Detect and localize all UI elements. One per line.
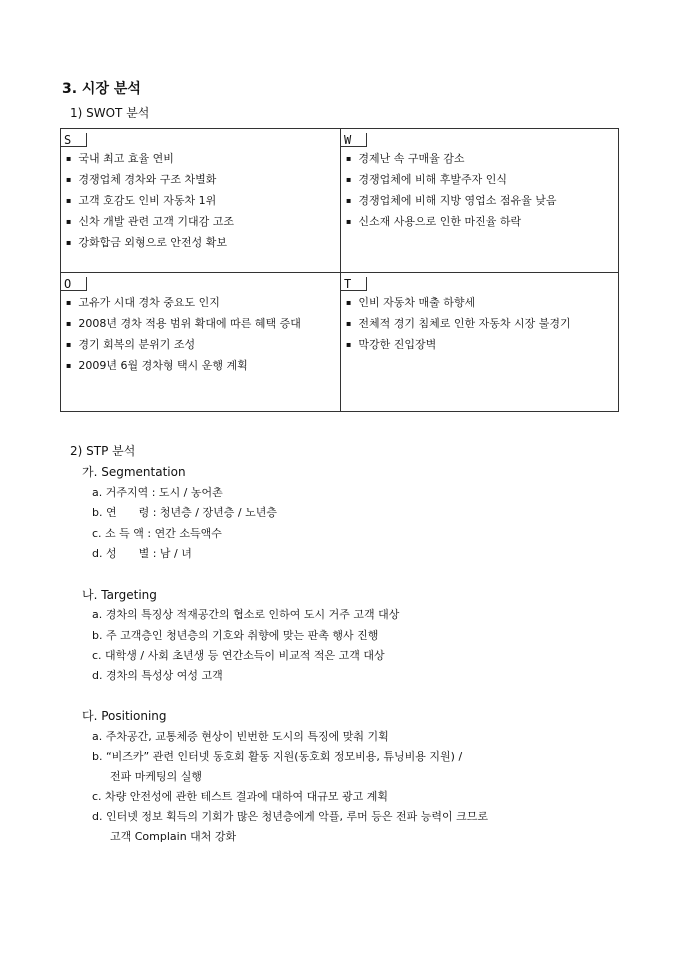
swot-label-t: T — [341, 277, 367, 291]
list-item: ▪ 막강한 진입장벽 — [341, 334, 571, 355]
targeting-item: a. 경차의 특징상 적재공간의 협소로 인하여 도시 거주 고객 대상 — [92, 608, 400, 621]
swot-strengths — [61, 129, 234, 253]
list-item: ▪ 국내 최고 효율 연비 — [61, 148, 234, 169]
targeting-item: d. 경차의 특성상 여성 고객 — [92, 669, 223, 682]
positioning-title: 다. Positioning — [82, 709, 167, 723]
list-item: ▪ 강화합금 외형으로 안전성 확보 — [61, 232, 234, 253]
swot-table — [60, 128, 619, 412]
segmentation-item: a. 거주지역 : 도시 / 농어촌 — [92, 486, 223, 499]
list-item: ▪ 경기 회복의 분위기 조성 — [61, 334, 301, 355]
list-item: ▪ 2009년 6월 경차형 택시 운행 계획 — [61, 355, 301, 376]
positioning-item-b: b. “비즈카” 관련 인터넷 동호회 활동 지원(동호회 정모비용, 튜닝비용 지원) / — [92, 750, 463, 763]
swot-title: 1) SWOT 분석 — [70, 106, 150, 120]
list-item: ▪ 고객 호감도 인비 자동차 1위 — [61, 190, 234, 211]
swot-label-w: W — [341, 133, 367, 147]
list-item: ▪ 전체적 경기 침체로 인한 자동차 시장 불경기 — [341, 313, 571, 334]
list-item: ▪ 경제난 속 구매율 감소 — [341, 148, 557, 169]
segmentation-item: d. 성 별 : 남 / 녀 — [92, 547, 192, 560]
positioning-item-a: a. 주차공간, 교통체증 현상이 빈번한 도시의 특징에 맞춰 기획 — [92, 730, 389, 743]
list-item: ▪ 경쟁업체에 비해 지방 영업소 점유율 낮음 — [341, 190, 557, 211]
swot-label-s: S — [61, 133, 87, 147]
segmentation-title: 가. Segmentation — [82, 465, 186, 479]
swot-label-o: O — [61, 277, 87, 291]
list-item: ▪ 2008년 경차 적용 범위 확대에 따른 혜택 증대 — [61, 313, 301, 334]
positioning-item-c: c. 차량 안전성에 관한 테스트 결과에 대하여 대규모 광고 계획 — [92, 790, 389, 803]
targeting-item: c. 대학생 / 사회 초년생 등 연간소득이 비교적 적은 고객 대상 — [92, 649, 385, 662]
section-title: 3. 시장 분석 — [62, 81, 141, 97]
positioning-item-d: d. 인터넷 정보 획득의 기회가 많은 청년층에게 악플, 루머 등은 전파 능력이 크므로 — [92, 810, 488, 823]
swot-threats — [341, 273, 571, 355]
list-item: ▪ 신차 개발 관련 고객 기대감 고조 — [61, 211, 234, 232]
positioning-item-b-continued: 전파 마케팅의 실행 — [110, 770, 203, 783]
list-item: ▪ 인비 자동차 매출 하향세 — [341, 292, 571, 313]
targeting-title: 나. Targeting — [82, 588, 157, 602]
positioning-item-d-continued: 고객 Complain 대처 강화 — [110, 830, 237, 843]
swot-opportunities — [61, 273, 301, 376]
list-item: ▪ 고유가 시대 경차 중요도 인지 — [61, 292, 301, 313]
stp-title: 2) STP 분석 — [70, 444, 136, 458]
segmentation-item: b. 연 령 : 청년층 / 장년층 / 노년층 — [92, 506, 277, 519]
list-item: ▪ 신소재 사용으로 인한 마진율 하락 — [341, 211, 557, 232]
segmentation-item: c. 소 득 액 : 연간 소득액수 — [92, 527, 222, 540]
swot-weaknesses — [341, 129, 557, 232]
list-item: ▪ 경쟁업체에 비해 후발주자 인식 — [341, 169, 557, 190]
list-item: ▪ 경쟁업체 경차와 구조 차별화 — [61, 169, 234, 190]
targeting-item: b. 주 고객층인 청년층의 기호와 취향에 맞는 판촉 행사 진행 — [92, 629, 379, 642]
